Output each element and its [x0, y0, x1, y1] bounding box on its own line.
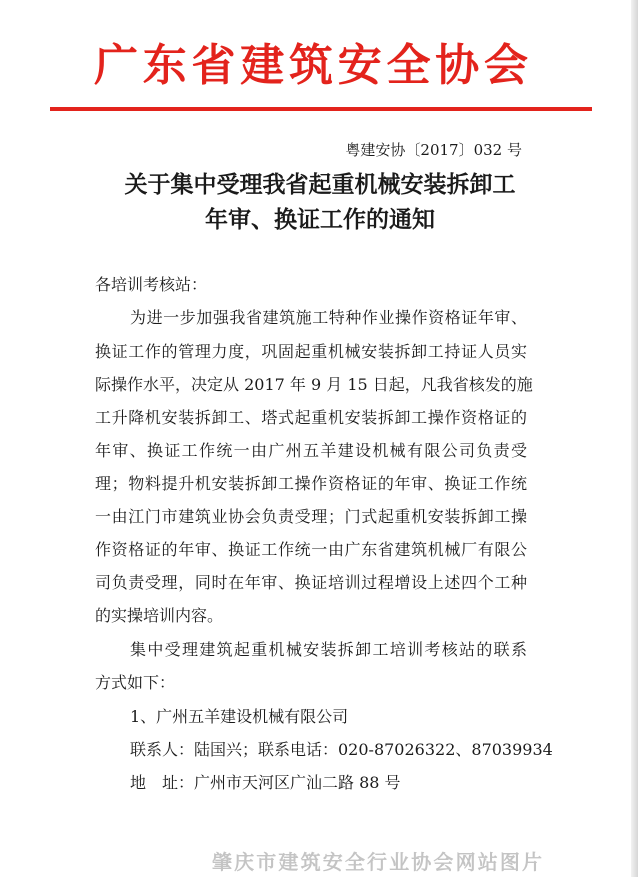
paragraph-line: 司负责受理，同时在年审、换证培训过程增设上述四个工种 [95, 573, 527, 592]
paragraph-line: 工升降机安装拆卸工、塔式起重机安装拆卸工操作资格证的 [95, 408, 527, 427]
contact-person-phone: 联系人：陆国兴；联系电话：020-87026322、87039934 [130, 740, 553, 759]
website-watermark: 肇庆市建筑安全行业协会网站图片 [212, 850, 542, 874]
scan-shadow-edge [631, 0, 638, 877]
paragraph-line: 集中受理建筑起重机械安装拆卸工培训考核站的联系 [130, 640, 527, 659]
paragraph-line: 为进一步加强我省建筑施工特种作业操作资格证年审、 [130, 308, 527, 327]
title-line-1: 关于集中受理我省起重机械安装拆卸工 [124, 172, 516, 198]
organization-header: 广东省建筑安全协会 [94, 40, 528, 91]
paragraph-line: 换证工作的管理力度，巩固起重机械安装拆卸工持证人员实 [95, 342, 527, 361]
contact-address: 地 址：广州市天河区广汕二路 88 号 [130, 773, 401, 792]
title-line-2: 年审、换证工作的通知 [205, 207, 435, 233]
salutation: 各培训考核站： [95, 275, 208, 294]
paragraph-line: 方式如下： [95, 673, 176, 692]
paragraph-line: 一由江门市建筑业协会负责受理；门式起重机安装拆卸工操 [95, 507, 527, 526]
contact-company-heading: 1、广州五羊建设机械有限公司 [130, 707, 349, 726]
paragraph-line: 理；物料提升机安装拆卸工操作资格证的年审、换证工作统 [95, 474, 527, 493]
document-number: 粤建安协〔2017〕032 号 [345, 141, 522, 159]
paragraph-line: 的实操培训内容。 [95, 606, 224, 625]
paragraph-line: 际操作水平，决定从 2017 年 9 月 15 日起，凡我省核发的施 [95, 375, 533, 394]
paragraph-line: 年审、换证工作统一由广州五羊建设机械有限公司负责受 [95, 441, 527, 460]
header-divider [50, 107, 592, 111]
paragraph-line: 作资格证的年审、换证工作统一由广东省建筑机械厂有限公 [95, 540, 527, 559]
